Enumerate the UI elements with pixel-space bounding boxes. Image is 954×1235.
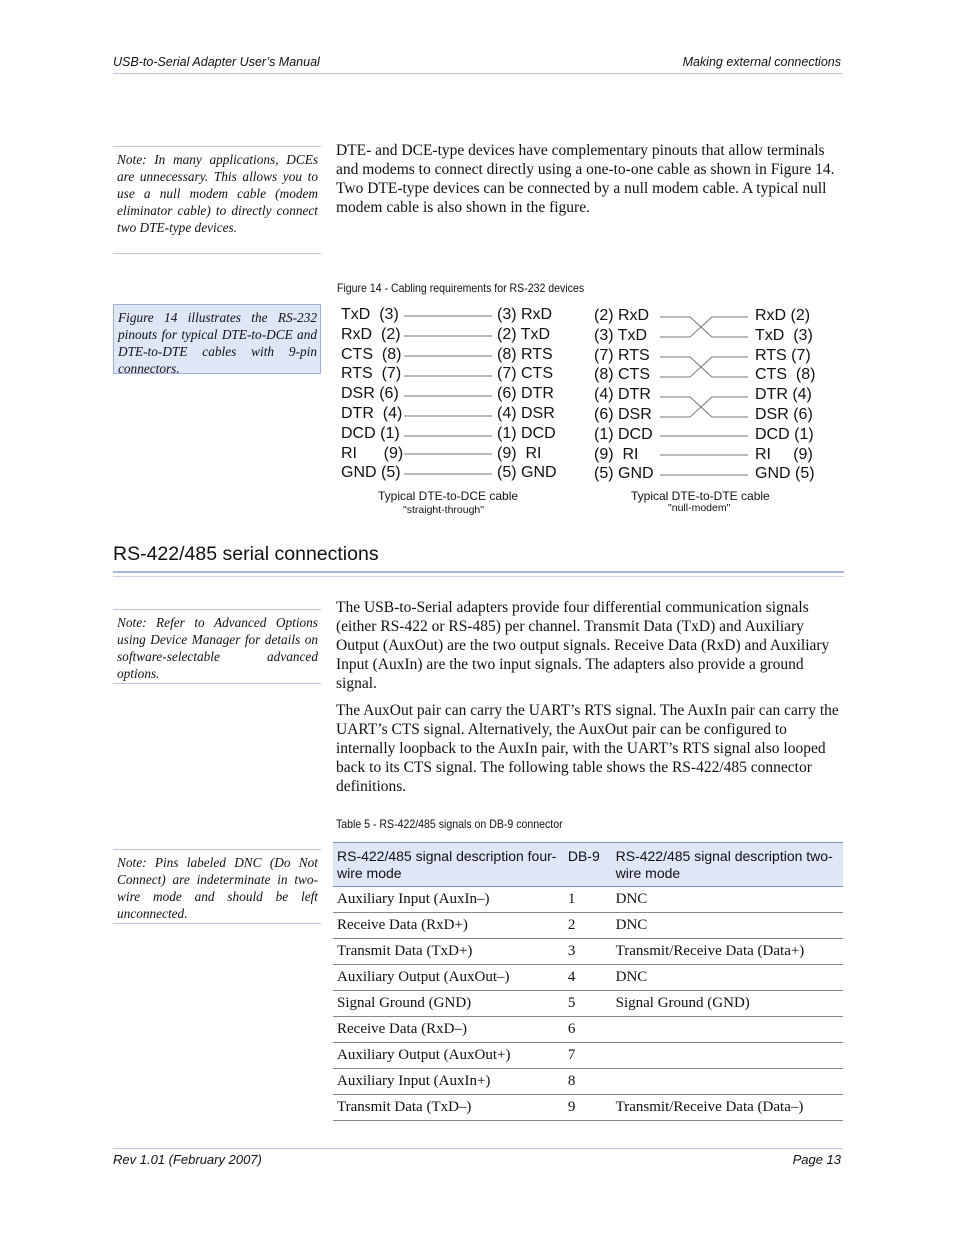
signal-four-wire-cell: Receive Data (RxD+) <box>333 913 564 939</box>
signal-two-wire-cell: DNC <box>612 887 843 913</box>
dce-cable-title: Typical DTE-to-DCE cable <box>378 489 519 503</box>
dte-left-pin: (6) DSR <box>594 406 652 423</box>
dce-left-pin: TxD (3) <box>341 306 399 323</box>
dce-right-pin: (3) RxD <box>497 306 553 323</box>
db9-pin-cell: 9 <box>564 1095 612 1121</box>
signal-four-wire-cell: Receive Data (RxD–) <box>333 1017 564 1043</box>
dte-right-pin: GND (5) <box>755 465 815 483</box>
signal-four-wire-cell: Transmit Data (TxD–) <box>333 1095 564 1121</box>
signal-four-wire-cell: Auxiliary Output (AuxOut+) <box>333 1043 564 1069</box>
signal-two-wire-cell: Signal Ground (GND) <box>612 991 843 1017</box>
dce-left-pin: DTR (4) <box>341 405 403 422</box>
sidenote-dce: Note: In many applications, DCEs are unnecessary. This allows you to use a null modem cable (modem eliminator cable) to directly connect two DTE-type devices. <box>113 146 321 254</box>
signal-four-wire-cell: Auxiliary Input (AuxIn–) <box>333 887 564 913</box>
signal-two-wire-cell: DNC <box>612 965 843 991</box>
dte-cable-subtitle: "null-modem" <box>668 502 731 514</box>
signal-two-wire-cell <box>612 1017 843 1043</box>
wiring-lines <box>0 0 954 540</box>
dce-right-pin: (5) GND <box>497 464 557 482</box>
dte-right-pin: TxD (3) <box>755 326 813 344</box>
dte-left-pin: (8) CTS <box>594 366 650 384</box>
dce-left-pin: GND (5) <box>341 464 401 482</box>
signal-two-wire-cell <box>612 1043 843 1069</box>
header-db9: DB-9 <box>564 843 612 887</box>
dte-left-pin: (2) RxD <box>594 307 650 324</box>
dce-right-pin: (8) RTS <box>497 345 553 363</box>
signal-two-wire-cell: DNC <box>612 913 843 939</box>
figure-caption: Figure 14 - Cabling requirements for RS-232 devices <box>337 281 585 295</box>
dte-right-pin: RI (9) <box>755 445 813 463</box>
table-header-row <box>333 843 843 887</box>
db9-pin-cell: 3 <box>564 939 612 965</box>
dte-left-pin: (4) DTR <box>594 386 651 404</box>
db9-pin-cell: 5 <box>564 991 612 1017</box>
signal-four-wire-cell: Auxiliary Output (AuxOut–) <box>333 965 564 991</box>
table-row <box>333 913 843 939</box>
db9-pin-cell: 4 <box>564 965 612 991</box>
running-header-section: Making external connections <box>682 55 841 69</box>
dce-left-pin: DCD (1) <box>341 424 400 442</box>
dte-right-pin: CTS (8) <box>755 366 816 384</box>
sidenote-dnc: Note: Pins labeled DNC (Do Not Connect) are indeterminate in two-wire mode and should be left unconnected. <box>113 849 321 924</box>
dce-right-pin: (6) DTR <box>497 385 554 403</box>
dte-left-pin: (5) GND <box>594 465 654 483</box>
dte-right-pin: DTR (4) <box>755 386 812 404</box>
sidenote-figure: Figure 14 illustrates the RS-232 pinouts for typical DTE-to-DCE and DTE-to-DTE cables with 9-pin connectors. <box>113 304 321 374</box>
table-row <box>333 1069 843 1095</box>
dce-left-pin: RTS (7) <box>341 365 402 383</box>
dce-right-pin: (1) DCD <box>497 424 556 442</box>
dce-left-pin: RxD (2) <box>341 325 401 343</box>
table-row <box>333 939 843 965</box>
db9-pin-cell: 8 <box>564 1069 612 1095</box>
table-caption: Table 5 - RS-422/485 signals on DB-9 connector <box>336 817 563 831</box>
section-rule <box>113 571 844 573</box>
signal-four-wire-cell: Signal Ground (GND) <box>333 991 564 1017</box>
db9-pin-cell: 2 <box>564 913 612 939</box>
dte-left-pin: (7) RTS <box>594 346 650 364</box>
footer-rule <box>113 1148 842 1149</box>
signal-table <box>333 842 843 1121</box>
signal-four-wire-cell: Transmit Data (TxD+) <box>333 939 564 965</box>
section-rule-thin <box>113 576 844 577</box>
signal-four-wire-cell: Auxiliary Input (AuxIn+) <box>333 1069 564 1095</box>
signal-two-wire-cell <box>612 1069 843 1095</box>
dte-cable-title: Typical DTE-to-DTE cable <box>631 489 770 503</box>
table-row <box>333 1043 843 1069</box>
dce-left-pin: DSR (6) <box>341 385 399 403</box>
dte-right-pin: RxD (2) <box>755 307 811 324</box>
paragraph-auxout: The AuxOut pair can carry the UART’s RTS signal. The AuxIn pair can carry the UART’s CTS signal. Alternatively, the AuxOut pair can be configured to internally loopback to the AuxIn pair, with the UART’s RTS signal also looped back to its CTS signal. The following table shows the RS-422/485 connector definitions. <box>336 702 839 795</box>
dce-cable-subtitle: "straight-through" <box>403 504 484 516</box>
table-row <box>333 991 843 1017</box>
section-heading: RS-422/485 serial connections <box>113 543 379 565</box>
paragraph-dte-dce: DTE- and DCE-type devices have complementary pinouts that allow terminals and modems to connect directly using a one-to-one cable as shown in Figure 14. Two DTE-type devices can be connected by a null modem cable. A typical null modem cable is also shown in the figure. <box>336 142 835 216</box>
paragraph-signals: The USB-to-Serial adapters provide four differential communication signals (either RS-422 or RS-485) per channel. Transmit Data (TxD) and Auxiliary Output (AuxOut) are the two output signals. Receive Data (RxD) and Auxiliary Input (AuxIn) are the two input signals. The adapters also provide a ground signal. <box>336 599 830 692</box>
dte-right-pin: RTS (7) <box>755 346 811 364</box>
dce-right-pin: (9) RI <box>497 444 542 462</box>
header-two-wire: RS-422/485 signal description two-wire mode <box>612 843 843 887</box>
table-row <box>333 887 843 913</box>
table-row <box>333 1095 843 1121</box>
dte-left-pin: (9) RI <box>594 445 639 463</box>
dce-right-pin: (7) CTS <box>497 365 553 383</box>
running-header-title: USB-to-Serial Adapter User’s Manual <box>113 55 320 69</box>
footer-revision: Rev 1.01 (February 2007) <box>113 1152 262 1167</box>
dce-right-pin: (4) DSR <box>497 405 555 422</box>
dte-left-pin: (3) TxD <box>594 326 648 344</box>
table-row <box>333 965 843 991</box>
dce-left-pin: RI (9) <box>341 444 404 462</box>
dce-left-pin: CTS (8) <box>341 345 402 363</box>
header-rule <box>113 73 842 74</box>
db9-pin-cell: 7 <box>564 1043 612 1069</box>
dte-left-pin: (1) DCD <box>594 425 653 443</box>
dte-right-pin: DSR (6) <box>755 406 813 423</box>
db9-pin-cell: 6 <box>564 1017 612 1043</box>
signal-two-wire-cell: Transmit/Receive Data (Data+) <box>612 939 843 965</box>
signal-two-wire-cell: Transmit/Receive Data (Data–) <box>612 1095 843 1121</box>
header-four-wire: RS-422/485 signal description four-wire mode <box>333 843 564 887</box>
dce-right-pin: (2) TxD <box>497 325 551 343</box>
sidenote-advanced: Note: Refer to Advanced Options using Device Manager for details on software-selectable advanced options. <box>113 609 321 684</box>
db9-pin-cell: 1 <box>564 887 612 913</box>
dte-right-pin: DCD (1) <box>755 425 814 443</box>
table-row <box>333 1017 843 1043</box>
footer-page-number: Page 13 <box>792 1152 841 1167</box>
